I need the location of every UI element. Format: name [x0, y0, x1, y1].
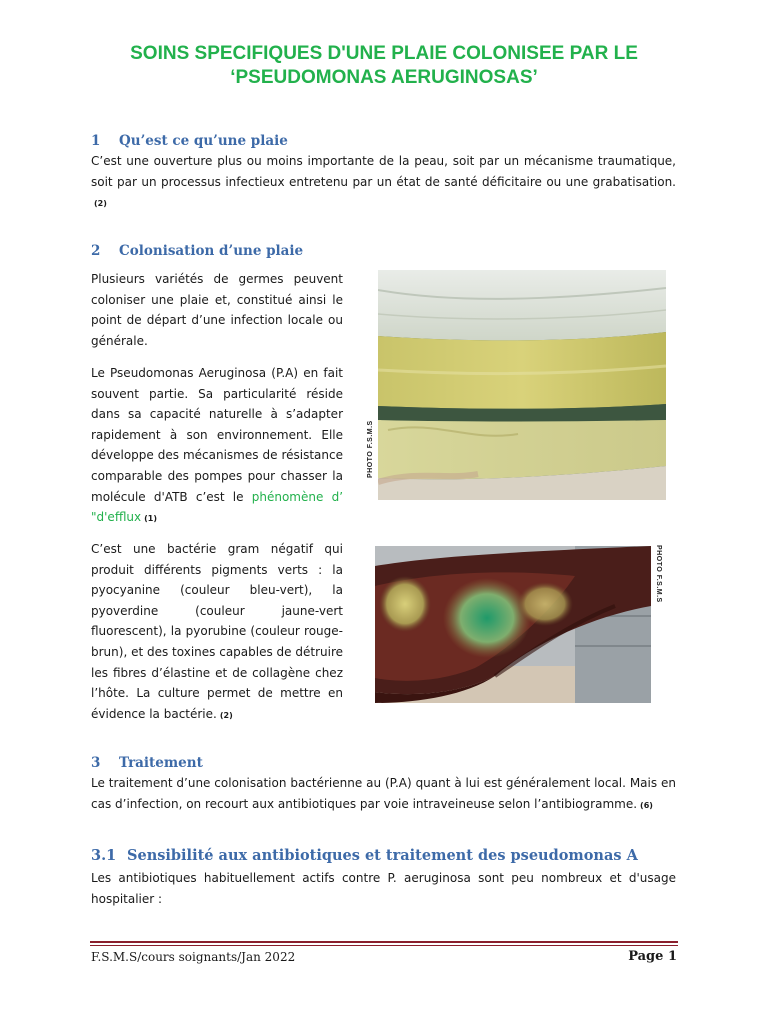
section-number: 3.1: [91, 847, 117, 864]
paragraph-text: C’est une bactérie gram négatif qui produit différents pigments verts : la pyocyanine (couleur bleu-vert), la pyoverdine (couleur jaune-vert fluorescent), la pyorubine (couleur rouge-brun), et des toxines capables de détruire les fibres d’élastine et de collagène chez l’hôte. La culture permet de mettre en évidence la bactérie.: [91, 542, 343, 721]
section-1-paragraph: [91, 151, 676, 215]
footer-rule-thin: [90, 945, 678, 946]
title-line-1: SOINS SPECIFIQUES D'UNE PLAIE COLONISEE PAR LE: [130, 43, 638, 64]
section-title: Traitement: [119, 755, 203, 771]
reference: (2): [94, 199, 107, 209]
paragraph-text: C’est une ouverture plus ou moins importante de la peau, soit par un mécanisme traumatique, soit par un processus infectieux entretenu par un état de santé déficitaire ou une grabatisation.: [91, 154, 676, 189]
paragraph-text: Les antibiotiques habituellement actifs contre P. aeruginosa sont peu nombreux et d'usage hospitalier :: [91, 871, 676, 906]
section-1-heading: [91, 132, 288, 150]
section-title: Colonisation d’une plaie: [119, 243, 304, 259]
photo-credit-1: PHOTO F.S.M.S: [367, 420, 374, 478]
paragraph-text: Le Pseudomonas Aeruginosa (P.A) en fait souvent partie. Sa particularité réside dans sa capacité naturelle à s’adapter rapidement à son environnement. Elle développe des mécanismes de résistance comparable des pompes pour chasser la molécule d'ATB c’est le: [91, 366, 343, 504]
section-2-heading: [91, 242, 303, 260]
wound-photo: [375, 546, 651, 703]
section-number: 1: [91, 133, 101, 149]
photo-credit-2: PHOTO F.S.M.S: [655, 545, 662, 603]
section-2-paragraph-2: [91, 363, 343, 530]
paragraph-text: Plusieurs variétés de germes peuvent coloniser une plaie et, constitué ainsi le point de départ d’une infection locale ou générale.: [91, 272, 343, 348]
section-3-1-paragraph: [91, 868, 676, 909]
section-number: 2: [91, 243, 101, 259]
page-number: Page 1: [628, 949, 677, 964]
footer-source: F.S.M.S/cours soignants/Jan 2022: [91, 950, 296, 964]
page-title: [60, 42, 708, 90]
section-number: 3: [91, 755, 101, 771]
efflux-highlight: phénomène d’ "d'efflux: [91, 489, 344, 525]
dressing-photo: [378, 270, 666, 500]
section-2-paragraph-3: [91, 539, 343, 726]
reference: (6): [640, 800, 653, 810]
section-3-heading: [91, 754, 203, 772]
reference: (1): [144, 514, 158, 524]
section-title: Qu’est ce qu’une plaie: [119, 133, 288, 149]
reference: (2): [219, 710, 233, 720]
paragraph-text: Le traitement d’une colonisation bactérienne au (P.A) quant à lui est généralement local. Mais en cas d’infection, on recourt aux antibiotiques par voie intraveineuse selon l’antibiogramme.: [91, 776, 676, 811]
section-3-paragraph: [91, 773, 676, 816]
section-2-paragraph-1: [91, 269, 343, 351]
title-line-2: ‘PSEUDOMONAS AERUGINOSAS’: [230, 67, 538, 88]
section-title: Sensibilité aux antibiotiques et traitement des pseudomonas A: [127, 847, 638, 864]
footer-rule: [90, 941, 678, 943]
section-3-1-heading: [91, 847, 638, 865]
